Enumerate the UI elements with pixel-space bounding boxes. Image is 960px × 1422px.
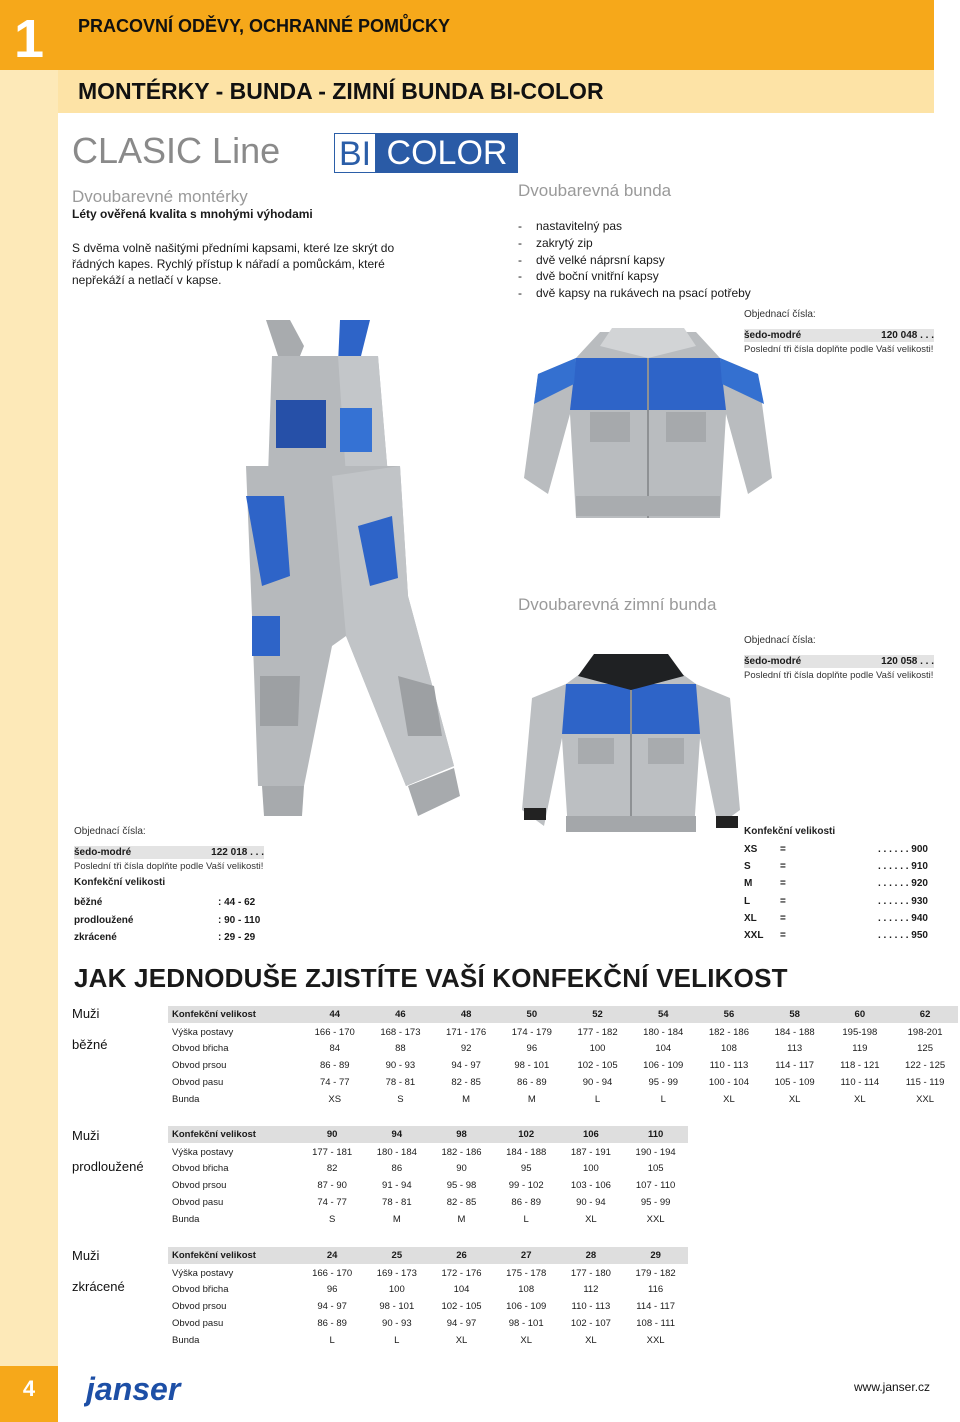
overall-tagline: Léty ověřená kvalita s mnohými výhodami xyxy=(72,207,313,221)
table-cell: 108 xyxy=(518,1284,535,1295)
table-cell: 180 - 184 xyxy=(643,1027,684,1038)
table-cell: S xyxy=(328,1214,336,1225)
size-name: běžné xyxy=(74,897,103,909)
size-row xyxy=(744,927,934,944)
table-cell: 74 - 77 xyxy=(319,1077,350,1088)
table-cell: 166 - 170 xyxy=(312,1268,353,1279)
overall-description: S dvěma volně našitými předními kapsami, které lze skrýt do řádných kapes. Rychlý přístup k nářadí a pomůckám, které nepřekáží a netlačí v kapse. xyxy=(72,241,395,287)
size-range: : 29 - 29 xyxy=(218,932,256,944)
order-note: Poslední tři čísla doplňte podle Vaší velikosti! xyxy=(74,861,264,872)
table-cell: 96 xyxy=(526,1043,538,1054)
size-digits: . . . . . . 950 xyxy=(877,930,928,942)
size-digits: . . . . . . 920 xyxy=(877,878,928,890)
table-cell: 95 - 98 xyxy=(446,1180,477,1191)
table-cell: 177 - 182 xyxy=(577,1027,618,1038)
table-cell: 78 - 81 xyxy=(385,1077,416,1088)
table-cell: 100 xyxy=(589,1043,606,1054)
table-cell: 99 - 102 xyxy=(508,1180,544,1191)
size-code: L xyxy=(744,895,751,907)
table-header-row xyxy=(168,1126,688,1143)
table-cell: 94 - 97 xyxy=(317,1301,347,1312)
order-note: Poslední tři čísla doplňte podle Vaší velikosti! xyxy=(744,344,934,355)
table-cell: Obvod pasu xyxy=(172,1077,224,1088)
table-cell: 175 - 178 xyxy=(506,1268,547,1279)
table-cell: 105 xyxy=(647,1163,664,1174)
table-cell: 84 xyxy=(329,1043,341,1054)
table-cell: XL xyxy=(854,1094,866,1105)
table-cell: Obvod břicha xyxy=(172,1284,229,1295)
table-cell: 82 - 85 xyxy=(446,1197,477,1208)
size-name: prodloužené xyxy=(74,914,134,926)
group-gender: Muži xyxy=(72,1248,100,1263)
table-cell: 177 - 180 xyxy=(570,1268,611,1279)
table-cell: M xyxy=(527,1094,536,1105)
table-cell: 182 - 186 xyxy=(441,1147,482,1158)
header-cell: 110 xyxy=(623,1126,688,1143)
header-cell: 44 xyxy=(302,1006,368,1023)
table-cell: 190 - 194 xyxy=(635,1147,676,1158)
table-row xyxy=(168,1264,688,1281)
table-cell: 104 xyxy=(453,1284,470,1295)
table-row xyxy=(168,1040,958,1057)
group-fit: prodloužené xyxy=(72,1159,144,1174)
header-cell: 29 xyxy=(623,1247,688,1264)
table-row xyxy=(168,1023,958,1040)
table-cell: Výška postavy xyxy=(172,1147,234,1158)
feature-item: - dvě kapsy na rukávech na psací potřeby xyxy=(518,285,751,302)
size-row xyxy=(74,894,264,912)
table-cell: 108 xyxy=(721,1043,737,1054)
table-cell: 125 xyxy=(917,1043,933,1054)
table-cell: Obvod pasu xyxy=(172,1318,224,1329)
sizes-title: Konfekční velikosti xyxy=(74,877,166,888)
header-cell: 46 xyxy=(368,1006,434,1023)
feature-item: - dvě velké náprsní kapsy xyxy=(518,252,751,269)
table-cell: 90 - 94 xyxy=(576,1197,606,1208)
table-cell: M xyxy=(462,1094,471,1105)
table-header-row xyxy=(168,1006,958,1023)
table-cell: L xyxy=(523,1214,529,1225)
size-digits: . . . . . . 940 xyxy=(877,912,928,924)
header-cell: 60 xyxy=(828,1006,893,1023)
order-number: 120 048 . . . xyxy=(881,330,934,341)
order-note: Poslední tři čísla doplňte podle Vaší velikosti! xyxy=(744,670,934,681)
table-cell: 177 - 181 xyxy=(312,1147,353,1158)
table-row xyxy=(168,1074,958,1091)
table-cell: 102 - 105 xyxy=(577,1060,618,1071)
table-cell: 98 - 101 xyxy=(514,1060,550,1071)
table-cell: 74 - 77 xyxy=(317,1197,347,1208)
header-cell: 90 xyxy=(300,1126,365,1143)
table-cell: Bunda xyxy=(172,1214,200,1225)
table-cell: L xyxy=(594,1094,601,1105)
order-label: Objednací čísla: xyxy=(74,826,146,837)
table-cell: 102 - 105 xyxy=(441,1301,482,1312)
size-digits: . . . . . . 930 xyxy=(877,895,928,907)
table-cell: 103 - 106 xyxy=(570,1180,611,1191)
table-cell: XXL xyxy=(646,1335,665,1346)
size-table-long xyxy=(168,1126,688,1228)
group-gender: Muži xyxy=(72,1006,100,1021)
table-cell: 187 - 191 xyxy=(570,1147,611,1158)
table-row xyxy=(168,1298,688,1315)
table-cell: XL xyxy=(520,1335,533,1346)
table-cell: Obvod pasu xyxy=(172,1197,224,1208)
table-group-label xyxy=(72,1006,107,1052)
feature-item: - nastavitelný pas xyxy=(518,218,751,235)
table-cell: 98 - 101 xyxy=(508,1318,544,1329)
table-cell: XL xyxy=(455,1335,468,1346)
table-cell: 95 - 99 xyxy=(648,1077,679,1088)
table-cell: 119 xyxy=(852,1043,868,1054)
bib-pocket-left xyxy=(276,400,326,448)
section-title: PRACOVNÍ ODĚVY, OCHRANNÉ POMŮCKY xyxy=(78,16,451,36)
table-row xyxy=(168,1211,688,1228)
sizes-title: Konfekční velikosti xyxy=(744,826,836,837)
table-cell: 102 - 107 xyxy=(570,1318,611,1329)
group-gender: Muži xyxy=(72,1128,100,1143)
table-row xyxy=(168,1177,688,1194)
website-url[interactable]: www.janser.cz xyxy=(854,1380,931,1394)
size-row xyxy=(744,875,934,892)
size-range: : 90 - 110 xyxy=(218,914,261,926)
size-digits: . . . . . . 900 xyxy=(877,844,928,856)
size-range: : 44 - 62 xyxy=(218,897,256,909)
header-cell: 52 xyxy=(565,1006,631,1023)
header-cell: Konfekční velikost xyxy=(168,1006,302,1023)
table-cell: 94 - 97 xyxy=(446,1318,477,1329)
table-cell: 96 xyxy=(326,1284,338,1295)
page-number: 4 xyxy=(22,1376,36,1401)
winter-jacket-sizes xyxy=(744,826,934,944)
chapter-number: 1 xyxy=(13,9,45,69)
table-cell: 182 - 186 xyxy=(708,1027,750,1038)
table-cell: 95 xyxy=(520,1163,532,1174)
table-row xyxy=(168,1332,688,1349)
group-fit: běžné xyxy=(72,1037,108,1052)
jacket-image xyxy=(520,318,776,528)
line-title: CLASIC Line xyxy=(72,130,281,171)
table-cell: Bunda xyxy=(172,1094,200,1105)
header-cell: 54 xyxy=(630,1006,696,1023)
table-cell: 179 - 182 xyxy=(635,1268,676,1279)
table-cell: 91 - 94 xyxy=(382,1180,412,1191)
table-cell: 86 xyxy=(391,1163,403,1174)
table-cell: XL xyxy=(723,1094,735,1105)
table-row xyxy=(168,1160,688,1177)
size-code: XL xyxy=(744,912,757,924)
table-cell: 115 - 119 xyxy=(905,1077,945,1088)
table-cell: 114 - 117 xyxy=(775,1060,815,1071)
table-row xyxy=(168,1281,688,1298)
order-row xyxy=(744,655,934,668)
size-guide-heading: JAK JEDNODUŠE ZJISTÍTE VAŠÍ KONFEKČNÍ VELIKOST xyxy=(74,963,788,993)
size-eq: = xyxy=(780,912,786,924)
table-group-label xyxy=(72,1248,125,1294)
header-cell: 56 xyxy=(696,1006,762,1023)
table-cell: 180 - 184 xyxy=(376,1147,417,1158)
table-cell: XL xyxy=(585,1214,597,1225)
table-cell: 88 xyxy=(395,1043,406,1054)
header-cell: 94 xyxy=(364,1126,429,1143)
order-number: 120 058 . . . xyxy=(881,656,934,667)
header-cell: 98 xyxy=(429,1126,494,1143)
header-cell: 102 xyxy=(494,1126,559,1143)
table-cell: 114 - 117 xyxy=(636,1301,675,1312)
overall-sizes xyxy=(74,877,264,947)
table-cell: Obvod břicha xyxy=(172,1163,229,1174)
brand-text: janser xyxy=(86,1372,181,1407)
table-row xyxy=(168,1091,958,1108)
table-cell: 110 - 114 xyxy=(840,1077,880,1088)
winter-jacket-image xyxy=(518,640,744,840)
header-cell: 50 xyxy=(499,1006,565,1023)
order-color: šedo-modré xyxy=(744,656,802,667)
header-cell: 106 xyxy=(559,1126,624,1143)
table-cell: Obvod prsou xyxy=(172,1060,227,1071)
table-cell: 100 xyxy=(582,1163,599,1174)
logo-part-color: COLOR xyxy=(376,133,518,173)
feature-item: - dvě boční vnitřní kapsy xyxy=(518,268,751,285)
table-cell: 82 xyxy=(326,1163,338,1174)
table-cell: 198-201 xyxy=(907,1027,943,1038)
table-cell: 122 - 125 xyxy=(905,1060,946,1071)
table-cell: L xyxy=(394,1335,400,1346)
product-title: MONTÉRKY - BUNDA - ZIMNÍ BUNDA BI-COLOR xyxy=(78,78,604,104)
table-cell: XXL xyxy=(646,1214,665,1225)
size-code: S xyxy=(744,861,751,873)
table-cell: 118 - 121 xyxy=(840,1060,880,1071)
table-cell: 86 - 89 xyxy=(317,1318,347,1329)
table-cell: Obvod břicha xyxy=(172,1043,229,1054)
header-cell: 62 xyxy=(892,1006,958,1023)
table-cell: M xyxy=(457,1214,466,1225)
table-cell: 78 - 81 xyxy=(382,1197,412,1208)
header-cell: Konfekční velikost xyxy=(168,1247,300,1264)
table-row xyxy=(168,1315,688,1332)
order-label: Objednací čísla: xyxy=(744,309,816,320)
table-cell: 94 - 97 xyxy=(451,1060,481,1071)
order-number: 122 018 . . . xyxy=(211,847,264,858)
table-cell: 100 xyxy=(388,1284,405,1295)
bib-pocket-right xyxy=(340,408,372,452)
size-code: M xyxy=(744,878,753,890)
jacket-features xyxy=(518,218,751,302)
table-header-row xyxy=(168,1247,688,1264)
header-cell: 26 xyxy=(429,1247,494,1264)
size-row xyxy=(744,858,934,875)
table-cell: Výška postavy xyxy=(172,1268,234,1279)
table-cell: 116 xyxy=(648,1284,664,1295)
table-cell: XS xyxy=(328,1094,342,1105)
table-cell: 90 - 93 xyxy=(385,1060,416,1071)
left-margin-band xyxy=(0,0,58,1422)
size-row xyxy=(744,893,934,910)
size-eq: = xyxy=(780,844,786,856)
order-color: šedo-modré xyxy=(744,330,802,341)
table-cell: Výška postavy xyxy=(172,1027,234,1038)
table-cell: 104 xyxy=(655,1043,672,1054)
header-cell: 25 xyxy=(364,1247,429,1264)
table-cell: 184 - 188 xyxy=(774,1027,815,1038)
table-cell: 87 - 90 xyxy=(317,1180,347,1191)
header-cell: 27 xyxy=(494,1247,559,1264)
table-cell: 90 xyxy=(456,1163,467,1174)
winter-jacket-title: Dvoubarevná zimní bunda xyxy=(518,595,717,614)
table-cell: 174 - 179 xyxy=(511,1027,552,1038)
size-row xyxy=(744,910,934,927)
order-label: Objednací čísla: xyxy=(744,635,816,646)
logo-part-bi: BI xyxy=(334,133,376,173)
table-cell: L xyxy=(329,1335,335,1346)
size-code: XS xyxy=(744,844,758,856)
size-eq: = xyxy=(780,930,786,942)
table-cell: 169 - 173 xyxy=(376,1268,417,1279)
table-cell: XL xyxy=(788,1094,801,1105)
size-eq: = xyxy=(780,861,786,873)
table-cell: 112 xyxy=(583,1284,599,1295)
overall-image xyxy=(228,316,490,820)
table-cell: 95 - 99 xyxy=(640,1197,671,1208)
group-fit: zkrácené xyxy=(72,1279,125,1294)
size-row xyxy=(744,841,934,858)
table-cell: 110 - 113 xyxy=(571,1301,611,1312)
table-cell: 172 - 176 xyxy=(441,1268,482,1279)
leg-pocket xyxy=(252,616,280,656)
table-cell: 195-198 xyxy=(842,1027,878,1038)
table-row xyxy=(168,1143,688,1160)
size-row xyxy=(74,929,264,947)
table-group-label xyxy=(72,1128,144,1174)
overall-title: Dvoubarevné montérky xyxy=(72,187,248,206)
jacket-title: Dvoubarevná bunda xyxy=(518,181,672,200)
table-cell: 90 - 93 xyxy=(382,1318,412,1329)
bicolor-logo xyxy=(334,133,518,173)
table-row xyxy=(168,1057,958,1074)
size-eq: = xyxy=(780,878,786,890)
table-cell: XL xyxy=(585,1335,597,1346)
table-row xyxy=(168,1194,688,1211)
table-cell: Bunda xyxy=(172,1335,200,1346)
table-cell: 86 - 89 xyxy=(517,1077,547,1088)
table-cell: Obvod prsou xyxy=(172,1301,227,1312)
size-table-regular xyxy=(168,1006,958,1108)
table-cell: L xyxy=(660,1094,666,1105)
table-cell: 110 - 113 xyxy=(709,1060,749,1071)
table-cell: 106 - 109 xyxy=(643,1060,684,1071)
header-cell: 24 xyxy=(300,1247,365,1264)
table-cell: 86 - 89 xyxy=(511,1197,541,1208)
winter-order-box xyxy=(744,635,934,681)
order-color: šedo-modré xyxy=(74,847,132,858)
header-cell: 28 xyxy=(559,1247,624,1264)
table-cell: S xyxy=(397,1094,404,1105)
table-cell: 100 - 104 xyxy=(708,1077,750,1088)
table-cell: Obvod prsou xyxy=(172,1180,227,1191)
table-cell: XXL xyxy=(916,1094,935,1105)
table-cell: 113 xyxy=(787,1043,803,1054)
order-row xyxy=(74,846,264,859)
table-cell: 92 xyxy=(460,1043,472,1054)
janser-logo xyxy=(84,1372,208,1408)
table-cell: 98 - 101 xyxy=(379,1301,415,1312)
table-cell: 108 - 111 xyxy=(636,1318,675,1329)
size-code: XXL xyxy=(744,930,764,942)
table-cell: M xyxy=(392,1214,401,1225)
table-cell: 105 - 109 xyxy=(774,1077,815,1088)
table-cell: 168 - 173 xyxy=(380,1027,421,1038)
table-cell: 82 - 85 xyxy=(451,1077,481,1088)
feature-item: - zakrytý zip xyxy=(518,235,751,252)
header-cell: 48 xyxy=(433,1006,499,1023)
table-cell: 171 - 176 xyxy=(446,1027,487,1038)
table-cell: 184 - 188 xyxy=(506,1147,547,1158)
header-cell: 58 xyxy=(762,1006,828,1023)
table-cell: 166 - 170 xyxy=(314,1027,355,1038)
size-row xyxy=(74,912,264,930)
size-eq: = xyxy=(780,895,786,907)
size-digits: . . . . . . 910 xyxy=(877,861,928,873)
size-table-short xyxy=(168,1247,688,1349)
size-name: zkrácené xyxy=(74,932,117,944)
table-cell: 86 - 89 xyxy=(319,1060,350,1071)
table-cell: 90 - 94 xyxy=(582,1077,613,1088)
table-cell: 107 - 110 xyxy=(635,1180,676,1191)
header-cell: Konfekční velikost xyxy=(168,1126,300,1143)
overall-order-box xyxy=(74,826,264,872)
table-cell: 106 - 109 xyxy=(506,1301,547,1312)
